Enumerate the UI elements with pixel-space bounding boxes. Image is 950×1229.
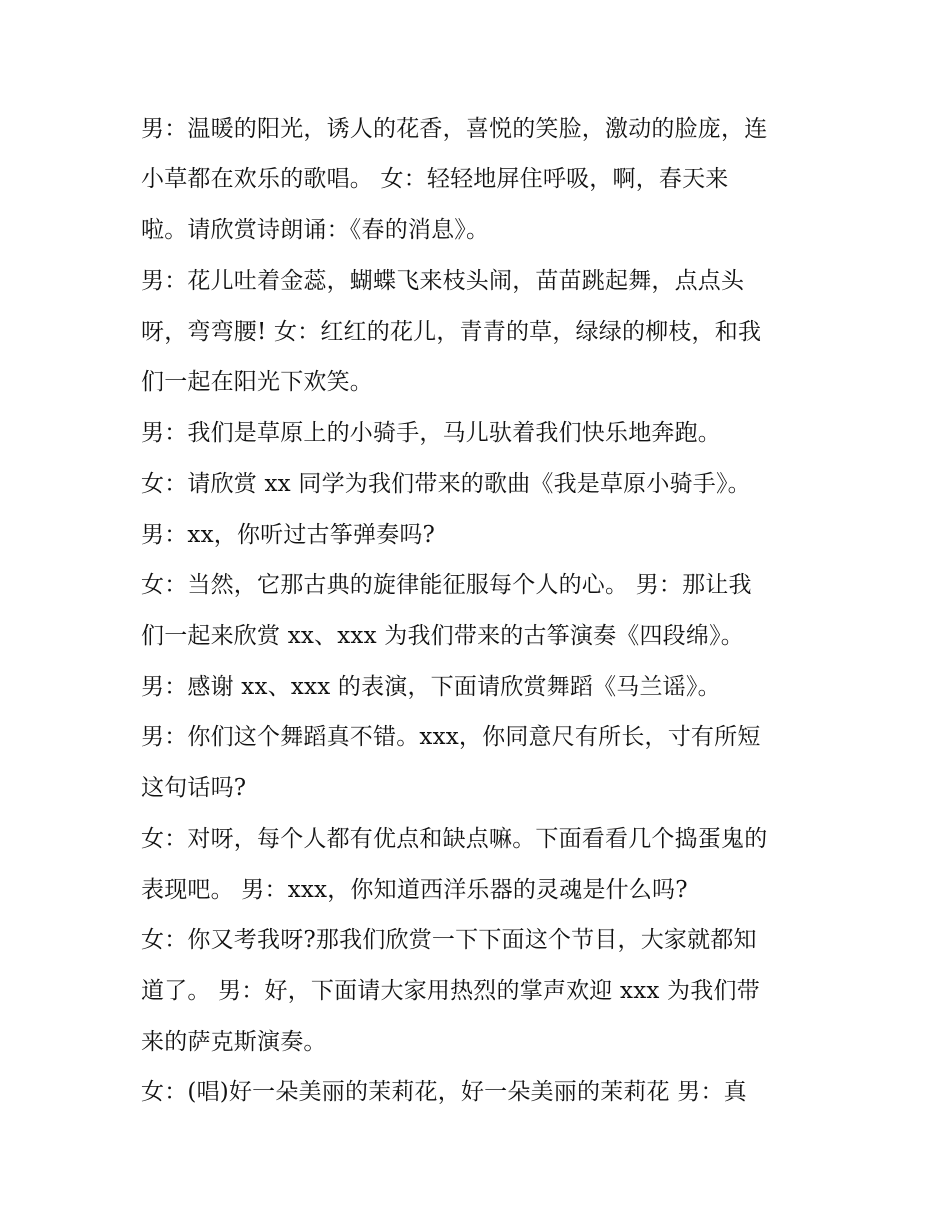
text-line: 啦。请欣赏诗朗诵：《春的消息》。 bbox=[141, 217, 490, 243]
text-line: 呀，弯弯腰! 女：红红的花儿，青青的草，绿绿的柳枝，和我 bbox=[141, 319, 762, 345]
text-line: 女：当然，它那古典的旋律能征服每个人的心。 男：那让我 bbox=[141, 572, 752, 598]
text-line: 男：我们是草原上的小骑手，马儿驮着我们快乐地奔跑。 bbox=[141, 420, 721, 446]
text-line: 男：花儿吐着金蕊，蝴蝶飞来枝头闹，苗苗跳起舞，点点头 bbox=[141, 268, 745, 294]
text-line: 女：请欣赏 xx 同学为我们带来的歌曲《我是草原小骑手》。 bbox=[141, 471, 751, 497]
text-line: 表现吧。 男：xxx，你知道西洋乐器的灵魂是什么吗? bbox=[141, 877, 688, 903]
text-line: 女：你又考我呀?那我们欣赏一下下面这个节目，大家就都知 bbox=[141, 927, 757, 953]
text-line: 女：对呀，每个人都有优点和缺点嘛。下面看看几个捣蛋鬼的 bbox=[141, 826, 768, 852]
text-line: 道了。 男：好，下面请大家用热烈的掌声欢迎 xxx 为我们带 bbox=[141, 978, 760, 1004]
text-line: 小草都在欢乐的歌唱。 女：轻轻地屏住呼吸，啊，春天来 bbox=[141, 166, 729, 192]
text-line: 男：xx，你听过古筝弹奏吗? bbox=[141, 522, 436, 548]
text-line: 们一起来欣赏 xx、xxx 为我们带来的古筝演奏《四段绵》。 bbox=[141, 623, 744, 649]
text-line: 女：(唱)好一朵美丽的茉莉花，好一朵美丽的茉莉花 男：真 bbox=[141, 1079, 747, 1105]
text-line: 这句话吗? bbox=[141, 775, 247, 801]
text-line: 男：感谢 xx、xxx 的表演，下面请欣赏舞蹈《马兰谣》。 bbox=[141, 674, 721, 700]
text-line: 们一起在阳光下欢笑。 bbox=[141, 369, 373, 395]
text-line: 男：你们这个舞蹈真不错。xxx，你同意尺有所长，寸有所短 bbox=[141, 724, 761, 750]
text-line: 男：温暖的阳光，诱人的花香，喜悦的笑脸，激动的脸庞，连 bbox=[141, 116, 768, 142]
text-line: 来的萨克斯演奏。 bbox=[141, 1029, 327, 1055]
